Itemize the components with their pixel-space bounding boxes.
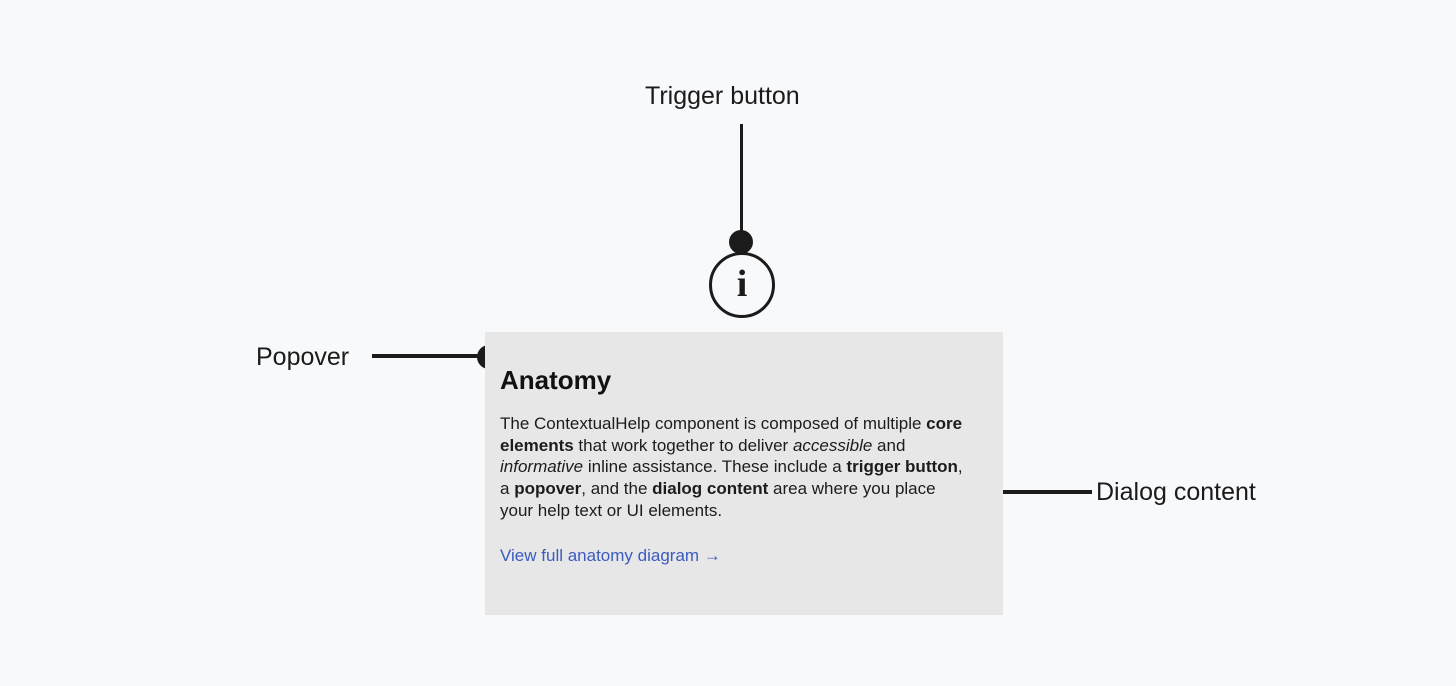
popover-body-run: , a bbox=[500, 457, 963, 499]
leader-line-popover bbox=[372, 354, 490, 358]
popover-body-run: accessible bbox=[792, 435, 873, 455]
popover-body-run: informative bbox=[500, 457, 584, 477]
popover-body-run: trigger button bbox=[846, 457, 958, 477]
annotation-label-popover: Popover bbox=[256, 343, 350, 371]
view-full-anatomy-diagram-link[interactable]: View full anatomy diagram → bbox=[500, 546, 721, 566]
popover-panel bbox=[485, 332, 1003, 615]
leader-line-trigger-button bbox=[740, 124, 743, 242]
popover-body-run: dialog content bbox=[652, 479, 769, 499]
popover-body-run: area where you place your help text or UI elements. bbox=[500, 479, 936, 521]
popover-title: Anatomy bbox=[500, 365, 612, 395]
info-icon: i bbox=[736, 263, 748, 305]
popover-body-text bbox=[500, 413, 973, 523]
popover-body-run: The ContextualHelp component is composed of multiple bbox=[500, 413, 927, 433]
popover-body-run: and bbox=[872, 435, 906, 455]
leader-dot-trigger-button bbox=[729, 230, 753, 254]
annotation-label-trigger-button: Trigger button bbox=[645, 82, 800, 110]
popover-body-run: that work together to deliver bbox=[573, 435, 793, 455]
popover-body-run: popover bbox=[514, 479, 582, 499]
info-circle-icon-button[interactable] bbox=[709, 252, 775, 318]
popover-body-run: , and the bbox=[581, 479, 653, 499]
annotation-label-dialog-content: Dialog content bbox=[1096, 478, 1256, 506]
popover-body-run: core elements bbox=[500, 413, 963, 455]
popover-body-run: inline assistance. These include a bbox=[583, 457, 847, 477]
